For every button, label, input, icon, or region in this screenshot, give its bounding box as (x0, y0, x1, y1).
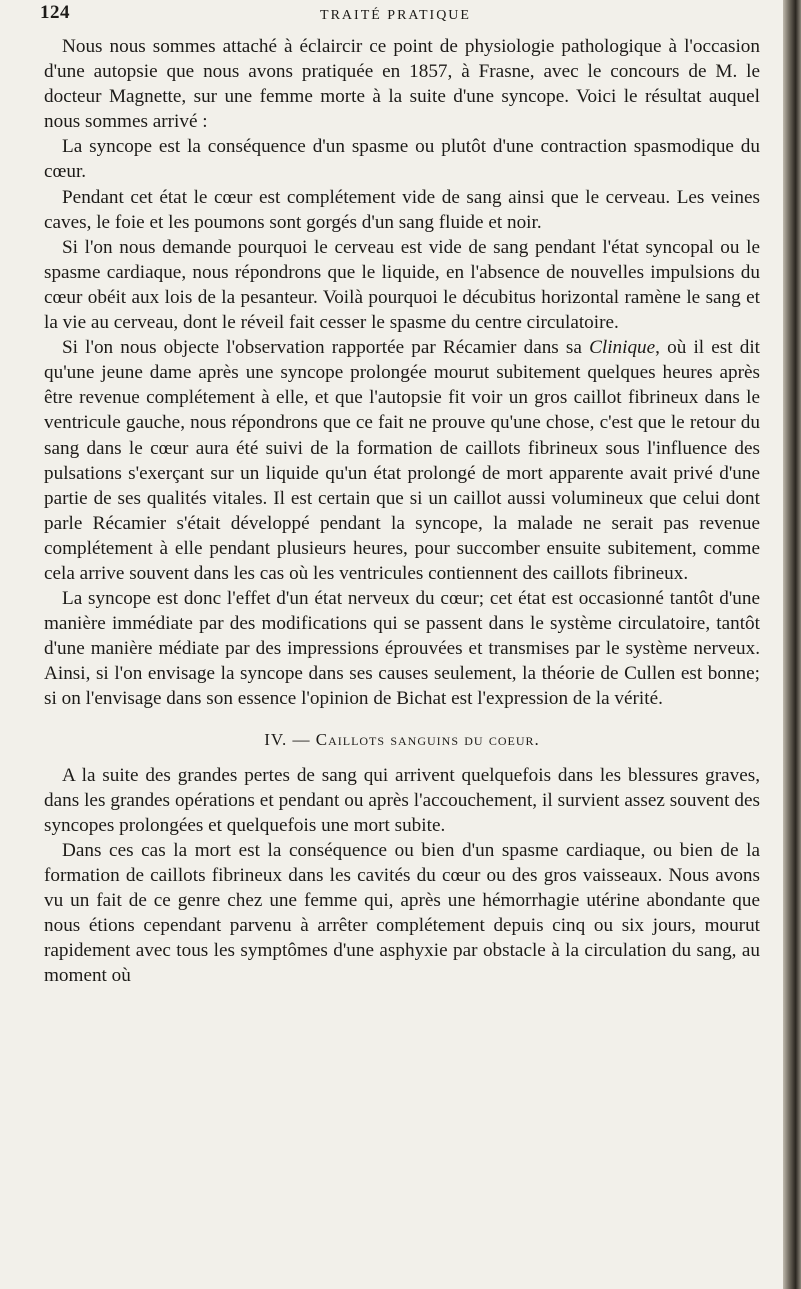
paragraph-blood-loss: A la suite des grandes pertes de sang qui arrivent quelquefois dans les blessures graves, dans les grandes opérations et pendant ou après l'accouchement, il survient assez souvent des syncopes prolongées et quelquefois une mort subite. (44, 764, 760, 836)
paragraph-death-cause: Dans ces cas la mort est la conséquence ou bien d'un spasme cardiaque, ou bien de la formation de caillots fibrineux dans les cavités du cœur ou des gros vaisseaux. Nous avons vu un fait de ce genre chez une femme qui, après une hémorrhagie utérine abondante que nous étions cependant parvenu à arrêter complétement depuis cinq ou six jours, mourut rapidement avec tous les symptômes d'une asphyxie par obstacle à la circulation du sang, au moment où (44, 839, 760, 987)
paragraph-recamier (44, 335, 760, 586)
paragraph-recamier-start: Si l'on nous objecte l'observation rapportée par Récamier dans sa (62, 337, 590, 359)
section-number: IV. — (264, 729, 311, 749)
paragraph-brain-empty: Si l'on nous demande pourquoi le cerveau est vide de sang pendant l'état syncopal ou le spasme cardiaque, nous répondrons que le liquide, en l'absence de nouvelles impulsions du cœur obéit aux lois de la pesanteur. Voilà pourquoi le décubitus horizontal ramène le sang et la vie au cerveau, dont le réveil fait cesser le spasme du centre circulatoire. (44, 236, 760, 334)
paragraph-syncope-definition: La syncope est la conséquence d'un spasme ou plutôt d'une contraction spasmodique du cœur. (44, 136, 760, 183)
running-title: TRAITÉ PRATIQUE (320, 8, 471, 23)
page-number: 124 (40, 2, 70, 23)
body-text (44, 34, 760, 988)
paragraph-autopsy: Nous nous sommes attaché à éclaircir ce point de physiologie pathologique à l'occasion d'une autopsie que nous avons pratiquée en 1857, à Frasne, avec le concours de M. le docteur Magnette, sur une femme morte à la suite d'une syncope. Voici le résultat auquel nous sommes arrivé : (44, 36, 760, 133)
paragraph-heart-empty: Pendant cet état le cœur est complétement vide de sang ainsi que le cerveau. Les veines caves, le foie et les poumons sont gorgés d'un sang fluide et noir. (44, 186, 760, 233)
paragraph-conclusion: La syncope est donc l'effet d'un état nerveux du cœur; cet état est occasionné tantôt d'une manière immédiate par des modifications qui se passent dans le système circulatoire, tantôt d'une manière médiate par des impressions éprouvées et transmises par le système nerveux. Ainsi, si l'on envisage la syncope dans ses causes seulement, la théorie de Cullen est bonne; si on l'envisage dans son essence l'opinion de Bichat est l'expression de la vérité. (44, 588, 760, 710)
clinique-title: Clinique (589, 337, 656, 359)
section-title: Caillots sanguins du coeur. (315, 729, 540, 749)
section-heading (44, 728, 760, 752)
running-head (40, 2, 751, 28)
binding-edge (783, 0, 801, 1289)
paragraph-recamier-end: , où il est dit qu'une jeune dame après une syncope prolongée mourut subitement quelques heures après être revenue complétement à elle, et que l'autopsie fit voir un gros caillot fibrineux dans le ventricule gauche, nous répondrons que ce fait ne prouve qu'une chose, c'est que le retour du sang dans le cœur aura été suivi de la formation de caillots fibrineux sous l'influence des pulsations s'exerçant sur un liquide qu'un état prolongé de mort apparente avait privé d'une partie de ses qualités vitales. Il est certain que si un caillot aussi volumineux que celui dont parle Récamier s'était développé pendant la syncope, la malade ne serait pas revenue complétement à elle pendant plusieurs heures, pour succomber ensuite subitement, comme cela arrive souvent dans les cas où les ventricules contiennent des caillots fibrineux. (44, 337, 760, 584)
